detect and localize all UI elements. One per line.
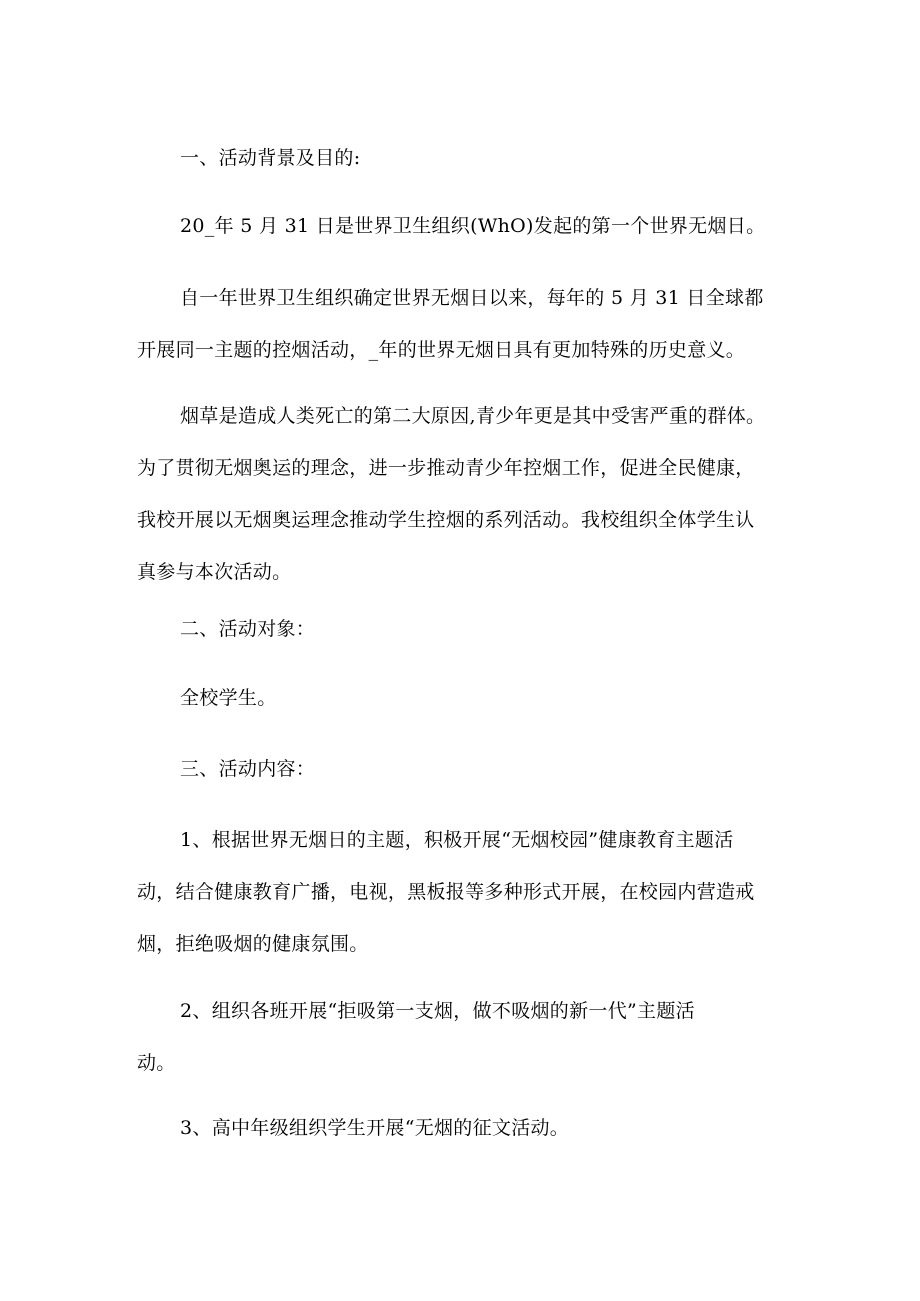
paragraph-background-purpose [137, 390, 787, 598]
text-line: 1、根据世界无烟日的主题，积极开展“无烟校园”健康教育主题活 [180, 829, 734, 851]
text-line: 2、组织各班开展“拒吸第一支烟，做不吸烟的新一代”主题活 [180, 1000, 695, 1022]
text-line: 三、活动内容： [180, 758, 316, 780]
text-line: 烟草是造成人类死亡的第二大原因,青少年更是其中受害严重的群体。 [180, 405, 766, 427]
text-line: 全校学生。 [180, 687, 277, 709]
text-line: 烟，拒绝吸烟的健康氛围。 [137, 933, 369, 955]
text-line: 动，结合健康教育广播，电视，黑板报等多种形式开展，在校园内营造戒 [137, 881, 755, 903]
text-line: 我校开展以无烟奥运理念推动学生控烟的系列活动。我校组织全体学生认 [137, 509, 755, 531]
text-line: 一、活动背景及目的: [180, 147, 361, 169]
paragraph-content-item-3 [137, 1102, 787, 1154]
text-line: 开展同一主题的控烟活动，_年的世界无烟日具有更加特殊的历史意义。 [137, 339, 746, 361]
text-line: 二、活动对象： [180, 618, 316, 640]
text-line: 20_年 5 月 31 日是世界卫生组织(WhO)发起的第一个世界无烟日。 [180, 215, 766, 237]
paragraph-content-item-2 [137, 985, 787, 1089]
paragraph-target-body [137, 672, 787, 724]
paragraph-background-history [137, 272, 787, 376]
section-heading-background [137, 132, 787, 184]
text-line: 自一年世界卫生组织确定世界无烟日以来，每年的 5 月 31 日全球都 [180, 287, 764, 309]
text-line: 为了贯彻无烟奥运的理念，进一步推动青少年控烟工作，促进全民健康， [137, 457, 755, 479]
paragraph-background-date [137, 200, 787, 252]
text-line: 3、高中年级组织学生开展“无烟的征文活动。 [180, 1117, 570, 1139]
section-heading-content [137, 743, 787, 795]
section-heading-target [137, 603, 787, 655]
text-line: 动。 [137, 1052, 176, 1074]
paragraph-content-item-1 [137, 814, 787, 970]
text-line: 真参与本次活动。 [137, 561, 292, 583]
